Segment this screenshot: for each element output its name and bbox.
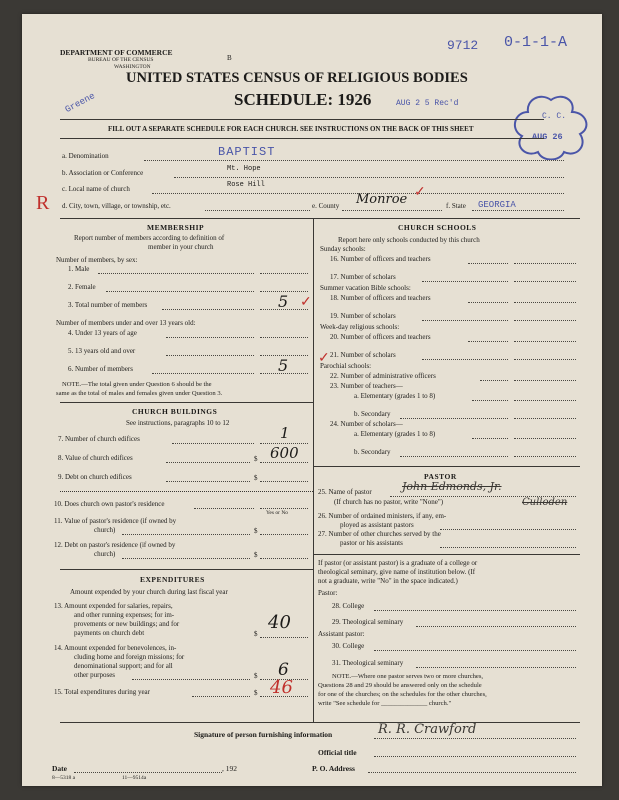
dotted-line	[422, 359, 508, 360]
q7-edifices: 7. Number of church edifices	[58, 435, 140, 443]
q13-line-1: 13. Amount expended for salaries, repairs,	[54, 602, 173, 610]
answer-line	[374, 738, 576, 739]
membership-instruction-2: member in your church	[148, 243, 214, 251]
answer-line	[514, 263, 576, 264]
city-town-label: d. City, town, village, or township, etc.	[62, 202, 171, 210]
membership-note-2: same as the total of males and females given under Question 3.	[56, 390, 223, 397]
q25-pastor-value: John Edmonds, Jr.	[402, 480, 502, 493]
local-name-label: c. Local name of church	[62, 185, 130, 193]
answer-line	[514, 302, 576, 303]
dotted-line	[472, 400, 508, 401]
q16: 16. Number of officers and teachers	[330, 255, 431, 263]
membership-heading: MEMBERSHIP	[147, 223, 205, 232]
red-check-mark: ✓	[300, 295, 312, 310]
dotted-line	[122, 558, 250, 559]
q12-debt-residence: 12. Debt on pastor's residence (if owned by	[54, 541, 176, 549]
county-label: e. County	[312, 202, 340, 210]
q14-line-2: cluding home and foreign missions; for	[74, 653, 185, 661]
column-divider	[313, 218, 314, 722]
schedule-number-stamp: 9712	[447, 38, 479, 53]
q3-total: 3. Total number of members	[68, 301, 148, 309]
answer-line	[514, 438, 576, 439]
dotted-line	[422, 320, 508, 321]
q10-own-residence: 10. Does church own pastor's residence	[54, 500, 165, 508]
dollar-sign: $	[254, 689, 258, 697]
denomination-value: BAPTIST	[218, 145, 276, 159]
q8-value: 600	[270, 444, 299, 462]
answer-line	[260, 558, 308, 559]
q15-total-expenditures: 15. Total expenditures during year	[54, 688, 150, 696]
section-rule	[60, 569, 313, 570]
answer-line	[260, 337, 308, 338]
answer-line	[514, 380, 576, 381]
section-rule	[313, 466, 580, 467]
buildings-heading: CHURCH BUILDINGS	[132, 407, 218, 416]
dollar-sign: $	[254, 672, 258, 680]
q6-number-members: 6. Number of members	[68, 365, 133, 373]
department-label: DEPARTMENT OF COMMERCE	[60, 48, 173, 57]
q30-college: 30. College	[332, 642, 365, 650]
yes-no-hint: Yes or No	[266, 510, 289, 516]
pastor-subhead: Pastor:	[318, 589, 338, 597]
dotted-line	[132, 679, 250, 680]
q23b: b. Secondary	[354, 410, 391, 418]
q22: 22. Number of administrative officers	[330, 372, 436, 380]
official-title-label: Official title	[318, 748, 357, 757]
dotted-line	[166, 337, 254, 338]
answer-line	[74, 772, 222, 773]
dotted-line	[194, 508, 254, 509]
q5-13-and-over: 5. 13 years old and over	[68, 347, 136, 355]
q24a: a. Elementary (grades 1 to 8)	[354, 430, 436, 438]
by-age-subhead: Number of members under and over 13 years old:	[56, 319, 196, 327]
q26-line-1: 26. Number of ordained ministers, if any, em-	[318, 512, 447, 520]
answer-line	[374, 610, 576, 611]
county-stamp: Greene	[63, 90, 97, 116]
q13-line-3: provements or new buildings; and for	[74, 620, 180, 628]
answer-line	[514, 281, 576, 282]
q28-college: 28. College	[332, 602, 365, 610]
summer-schools-subhead: Summer vacation Bible schools:	[320, 284, 411, 292]
pastor-note-4: write "See schedule for ______________ church."	[318, 700, 452, 707]
q25-none-note: (If church has no pastor, write "None")	[334, 498, 444, 506]
answer-line	[514, 341, 576, 342]
answer-line	[440, 547, 576, 548]
bureau-label: BUREAU OF THE CENSUS	[88, 57, 154, 63]
dotted-line	[422, 281, 508, 282]
q1-male: 1. Male	[68, 265, 90, 273]
answer-line	[440, 529, 576, 530]
dollar-sign: $	[254, 630, 258, 638]
pastor-heading: PASTOR	[424, 472, 457, 481]
q17: 17. Number of scholars	[330, 273, 396, 281]
rule	[60, 119, 544, 120]
answer-line	[514, 320, 576, 321]
membership-note-1: NOTE.—The total given under Question 6 should be the	[62, 381, 212, 388]
q12-debt-residence-2: church)	[94, 550, 116, 558]
answer-line	[514, 456, 576, 457]
q11-value-residence: 11. Value of pastor's residence (if owned by	[54, 517, 177, 525]
q2-female: 2. Female	[68, 283, 96, 291]
dotted-line	[172, 443, 254, 444]
sheet-letter: B	[227, 54, 232, 62]
answer-line	[374, 756, 576, 757]
q13-line-2: and other running expenses; for im-	[74, 611, 175, 619]
answer-line	[374, 650, 576, 651]
q20: 20. Number of officers and teachers	[330, 333, 431, 341]
pastor-note-1: NOTE.—Where one pastor serves two or more churches,	[332, 673, 484, 680]
county-value: Monroe	[356, 192, 408, 207]
dotted-line	[106, 291, 254, 292]
local-name-value: Rose Hill	[227, 181, 265, 189]
po-address-label: P. O. Address	[312, 764, 355, 773]
q31-seminary: 31. Theological seminary	[332, 659, 404, 667]
flower-stamp-icon	[510, 94, 592, 160]
weekday-schools-subhead: Week-day religious schools:	[320, 323, 400, 331]
dotted-line	[205, 210, 310, 211]
q14-line-1: 14. Amount expended for benevolences, in-	[54, 644, 177, 652]
form-title: UNITED STATES CENSUS OF RELIGIOUS BODIES	[126, 70, 468, 86]
association-label: b. Association or Conference	[62, 169, 144, 177]
dollar-sign: $	[254, 474, 258, 482]
instruction-banner: FILL OUT A SEPARATE SCHEDULE FOR EACH CHURCH. SEE INSTRUCTIONS ON THE BACK OF THIS SHEET	[108, 125, 474, 133]
answer-line	[514, 418, 576, 419]
q4-under-13: 4. Under 13 years of age	[68, 329, 137, 337]
answer-line	[260, 462, 308, 463]
dotted-line	[400, 418, 508, 419]
q24: 24. Number of scholars—	[330, 420, 403, 428]
dotted-line	[166, 355, 254, 356]
flower-stamp-date: AUG 26	[532, 132, 563, 142]
answer-line	[368, 772, 576, 773]
pastor-note-2: Questions 28 and 29 should be answered only on the schedule	[318, 682, 482, 689]
graduate-note-1: If pastor (or assistant pastor) is a graduate of a college or	[318, 559, 478, 567]
answer-line	[260, 481, 308, 482]
dotted-line	[152, 373, 254, 374]
q23a: a. Elementary (grades 1 to 8)	[354, 392, 436, 400]
answer-line	[416, 667, 576, 668]
dotted-line	[468, 263, 508, 264]
graduate-note-3: not a graduate, write "No" in the space indicated.)	[318, 577, 458, 585]
state-value: GEORGIA	[478, 200, 516, 210]
classification-code-stamp: 0-1-1-A	[504, 34, 568, 51]
q18: 18. Number of officers and teachers	[330, 294, 431, 302]
q23: 23. Number of teachers—	[330, 382, 403, 390]
q26-line-2: ployed as assistant pastors	[340, 521, 414, 529]
pastor-note-3: for one of the churches; on the schedules for the other churches,	[318, 691, 487, 698]
section-rule	[60, 722, 580, 723]
schedule-year: SCHEDULE: 1926	[234, 90, 372, 109]
q11-value-residence-2: church)	[94, 526, 116, 534]
dotted-line	[192, 696, 250, 697]
answer-line	[514, 359, 576, 360]
print-number: 11—9514a	[122, 775, 147, 781]
sunday-schools-subhead: Sunday schools:	[320, 245, 366, 253]
q13-value: 40	[268, 612, 291, 633]
section-rule	[60, 218, 580, 219]
q25-pastor-place: Culloden	[522, 497, 568, 508]
margin-mark-r: R	[36, 192, 50, 214]
buildings-instruction: See instructions, paragraphs 10 to 12	[126, 419, 230, 427]
q3-value: 5	[278, 292, 289, 311]
q24b: b. Secondary	[354, 448, 391, 456]
dotted-line	[468, 341, 508, 342]
expenditures-subhead: Amount expended by your church during last fiscal year	[70, 588, 228, 596]
city-label: WASHINGTON	[114, 64, 151, 70]
q14-line-3: denominational support; and for all	[74, 662, 173, 670]
q15-value: 46	[270, 677, 293, 698]
section-rule	[60, 402, 313, 403]
received-date-stamp: AUG 2 5 Rec'd	[396, 99, 459, 108]
rule	[60, 138, 544, 139]
date-label: Date	[52, 764, 67, 773]
answer-line	[260, 508, 308, 509]
dollar-sign: $	[254, 455, 258, 463]
signature-value: R. R. Crawford	[378, 722, 477, 737]
dotted-line	[122, 534, 250, 535]
dotted-line	[166, 481, 250, 482]
dotted-line	[468, 302, 508, 303]
census-schedule-sheet	[22, 14, 602, 786]
q14-line-4: other purposes	[74, 671, 116, 679]
graduate-note-2: theological seminary, give name of institution below. (If	[318, 568, 476, 576]
church-schools-heading: CHURCH SCHOOLS	[398, 223, 477, 232]
q8-value-edifices: 8. Value of church edifices	[58, 454, 133, 462]
answer-line	[260, 637, 308, 638]
dotted-line	[480, 380, 508, 381]
signature-label: Signature of person furnishing information	[194, 730, 333, 739]
dotted-line	[144, 160, 564, 161]
red-check-mark: ✓	[414, 185, 426, 200]
answer-line	[260, 273, 308, 274]
q21: 21. Number of scholars	[330, 351, 396, 359]
answer-line	[260, 534, 308, 535]
schools-instruction: Report here only schools conducted by this church	[338, 236, 480, 244]
q6-value: 5	[278, 356, 289, 375]
q13-line-4: payments on church debt	[74, 629, 145, 637]
dotted-line	[472, 438, 508, 439]
dotted-line	[174, 177, 564, 178]
dollar-sign: $	[254, 551, 258, 559]
membership-instruction-1: Report number of members according to definition of	[74, 234, 225, 242]
form-number: 8—5318 a	[52, 775, 76, 781]
expenditures-heading: EXPENDITURES	[140, 575, 205, 584]
assistant-pastor-subhead: Assistant pastor:	[318, 630, 365, 638]
dotted-line	[472, 210, 564, 211]
q27-line-2: pastor or his assistants	[340, 539, 403, 547]
denomination-label: a. Denomination	[62, 152, 109, 160]
answer-line	[416, 626, 576, 627]
q14-value: 6	[278, 660, 289, 680]
answer-line	[514, 400, 576, 401]
dotted-line	[98, 273, 254, 274]
parochial-schools-subhead: Parochial schools:	[320, 362, 372, 370]
q9-debt-edifices: 9. Debt on church edifices	[58, 473, 132, 481]
q19: 19. Number of scholars	[330, 312, 396, 320]
dotted-line	[342, 210, 442, 211]
q29-seminary: 29. Theological seminary	[332, 618, 404, 626]
dotted-line	[400, 456, 508, 457]
dotted-line	[162, 309, 254, 310]
by-sex-subhead: Number of members, by sex:	[56, 256, 138, 264]
year-label: , 192	[222, 764, 237, 773]
dollar-sign: $	[254, 527, 258, 535]
section-rule	[313, 554, 580, 555]
red-check-mark: ✓	[318, 351, 330, 366]
association-value: Mt. Hope	[227, 165, 261, 173]
flower-stamp-label: C. C.	[542, 112, 567, 121]
state-label: f. State	[446, 202, 466, 210]
rule	[60, 491, 313, 492]
q27-line-1: 27. Number of other churches served by the	[318, 530, 441, 538]
dotted-line	[166, 462, 250, 463]
q25-name-of-pastor: 25. Name of pastor	[318, 488, 372, 496]
q7-value: 1	[280, 424, 290, 442]
